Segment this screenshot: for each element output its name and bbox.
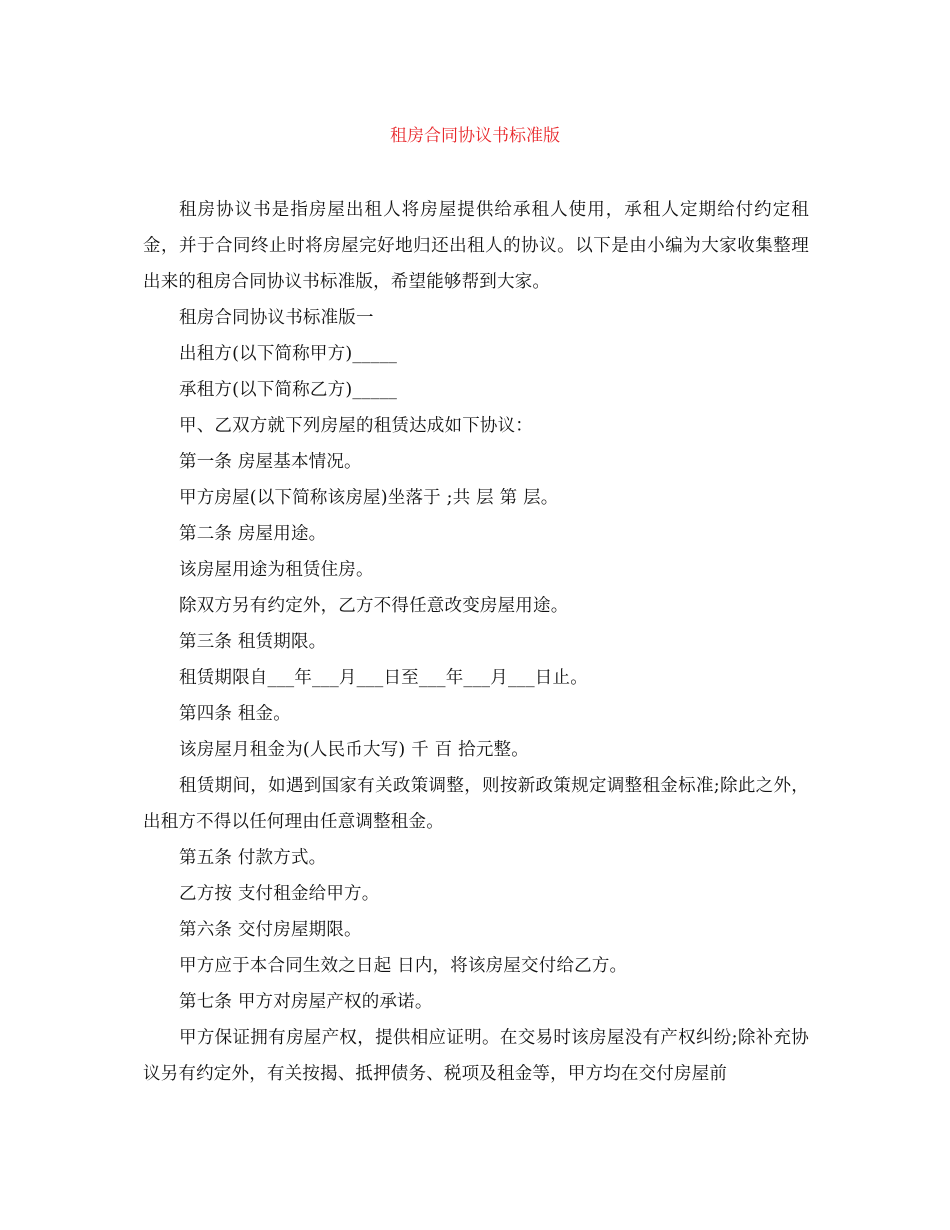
lessor-line: 出租方(以下简称甲方)_____ <box>179 344 398 364</box>
article-4-text-1: 该房屋月租金为(人民币大写) 千 百 拾元整。 <box>179 740 529 760</box>
article-7-heading: 第七条 甲方对房屋产权的承诺。 <box>179 992 433 1012</box>
article-1-heading: 第一条 房屋基本情况。 <box>179 452 362 472</box>
article-6-text: 甲方应于本合同生效之日起 日内，将该房屋交付给乙方。 <box>179 956 628 976</box>
intro-paragraph: 租房协议书是指房屋出租人将房屋提供给承租人使用，承租人定期给付约定租金，并于合同终止时将房屋完好地归还出租人的协议。以下是由小编为大家收集整理出来的租房合同协议书标准版，希望能够帮到大家。 <box>143 200 809 292</box>
document-title: 租房合同协议书标准版 <box>390 126 560 146</box>
article-3-heading: 第三条 租赁期限。 <box>179 632 327 652</box>
section-heading: 租房合同协议书标准版一 <box>179 308 374 328</box>
article-3-text: 租赁期限自___年___月___日至___年___月___日止。 <box>179 668 588 688</box>
article-2-text-1: 该房屋用途为租赁住房。 <box>179 560 374 580</box>
article-4-heading: 第四条 租金。 <box>179 704 291 724</box>
article-4-text-2: 租赁期间，如遇到国家有关政策调整，则按新政策规定调整租金标准;除此之外，出租方不得以任何理由任意调整租金。 <box>143 776 809 832</box>
article-7-text: 甲方保证拥有房屋产权，提供相应证明。在交易时该房屋没有产权纠纷;除补充协议另有约定外，有关按揭、抵押债务、税项及租金等，甲方均在交付房屋前 <box>143 1028 809 1084</box>
article-2-heading: 第二条 房屋用途。 <box>179 524 327 544</box>
article-5-heading: 第五条 付款方式。 <box>179 848 327 868</box>
lessee-line: 承租方(以下简称乙方)_____ <box>179 380 398 400</box>
article-2-text-2: 除双方另有约定外，乙方不得任意改变房屋用途。 <box>179 596 569 616</box>
document-body <box>143 192 809 1092</box>
article-5-text: 乙方按 支付租金给甲方。 <box>179 884 380 904</box>
agreement-intro: 甲、乙双方就下列房屋的租赁达成如下协议： <box>179 416 533 436</box>
article-6-heading: 第六条 交付房屋期限。 <box>179 920 362 940</box>
article-1-text: 甲方房屋(以下简称该房屋)坐落于 ;共 层 第 层。 <box>179 488 559 508</box>
